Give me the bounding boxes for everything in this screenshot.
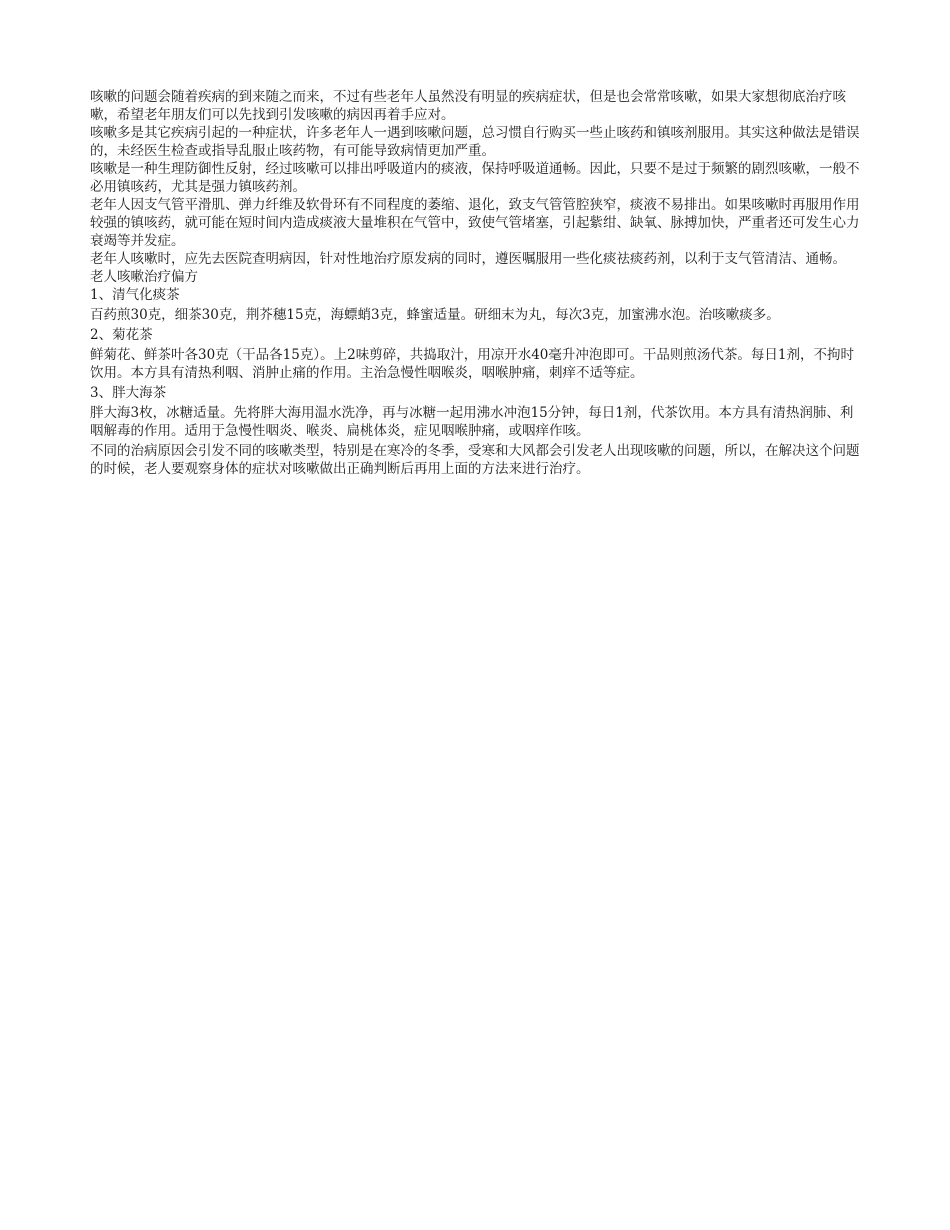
remedy-1-heading: 1、清气化痰茶	[90, 287, 180, 303]
section-heading-remedies: 老人咳嗽治疗偏方	[90, 269, 198, 285]
remedy-3-body: 胖大海3枚，冰糖适量。先将胖大海用温水洗净，再与冰糖一起用沸水冲泡15分钟，每日1剂，代茶饮用。本方具有清热润肺、利咽解毒的作用。适用于急慢性咽炎、喉炎、扁桃体炎，症见咽喉肿痛，或咽痒作咳。	[90, 405, 854, 439]
remedy-2-heading: 2、菊花茶	[90, 327, 153, 343]
paragraph-elderly-bronchi: 老年人因支气管平滑肌、弹力纤维及软骨环有不同程度的萎缩、退化，致支气管管腔狭窄，痰液不易排出。如果咳嗽时再服用作用较强的镇咳药，就可能在短时间内造成痰液大量堆积在气管中，致使气管堵塞，引起紫绀、缺氧、脉搏加快，严重者还可发生心力衰竭等并发症。	[90, 197, 860, 249]
document-body	[90, 88, 862, 478]
paragraph-defensive-reflex: 咳嗽是一种生理防御性反射，经过咳嗽可以排出呼吸道内的痰液，保持呼吸道通畅。因此，只要不是过于频繁的剧烈咳嗽，一般不必用镇咳药，尤其是强力镇咳药剂。	[90, 161, 860, 195]
paragraph-see-doctor: 老年人咳嗽时，应先去医院查明病因，针对性地治疗原发病的同时，遵医嘱服用一些化痰祛痰药剂，以利于支气管清洁、通畅。	[90, 251, 846, 267]
paragraph-intro: 咳嗽的问题会随着疾病的到来随之而来，不过有些老年人虽然没有明显的疾病症状，但是也会常常咳嗽，如果大家想彻底治疗咳嗽，希望老年朋友们可以先找到引发咳嗽的病因再着手应对。	[90, 89, 846, 123]
remedy-3-heading: 3、胖大海茶	[90, 385, 167, 401]
paragraph-conclusion: 不同的治病原因会引发不同的咳嗽类型，特别是在寒冷的冬季，受寒和大风都会引发老人出现咳嗽的问题，所以，在解决这个问题的时候，老人要观察身体的症状对咳嗽做出正确判断后再用上面的方法来进行治疗。	[90, 443, 860, 477]
remedy-2-body: 鲜菊花、鲜茶叶各30克（干品各15克）。上2味剪碎，共捣取汁，用凉开水40毫升冲泡即可。干品则煎汤代茶。每日1剂，不拘时饮用。本方具有清热利咽、消肿止痛的作用。主治急慢性咽喉炎，咽喉肿痛，刺痒不适等症。	[90, 347, 854, 381]
paragraph-self-medication: 咳嗽多是其它疾病引起的一种症状，许多老年人一遇到咳嗽问题，总习惯自行购买一些止咳药和镇咳剂服用。其实这种做法是错误的，未经医生检查或指导乱服止咳药物，有可能导致病情更加严重。	[90, 125, 860, 159]
remedy-1-body: 百药煎30克，细茶30克，荆芥穗15克，海螵蛸3克，蜂蜜适量。研细末为丸，每次3克，加蜜沸水泡。治咳嗽痰多。	[90, 307, 780, 323]
